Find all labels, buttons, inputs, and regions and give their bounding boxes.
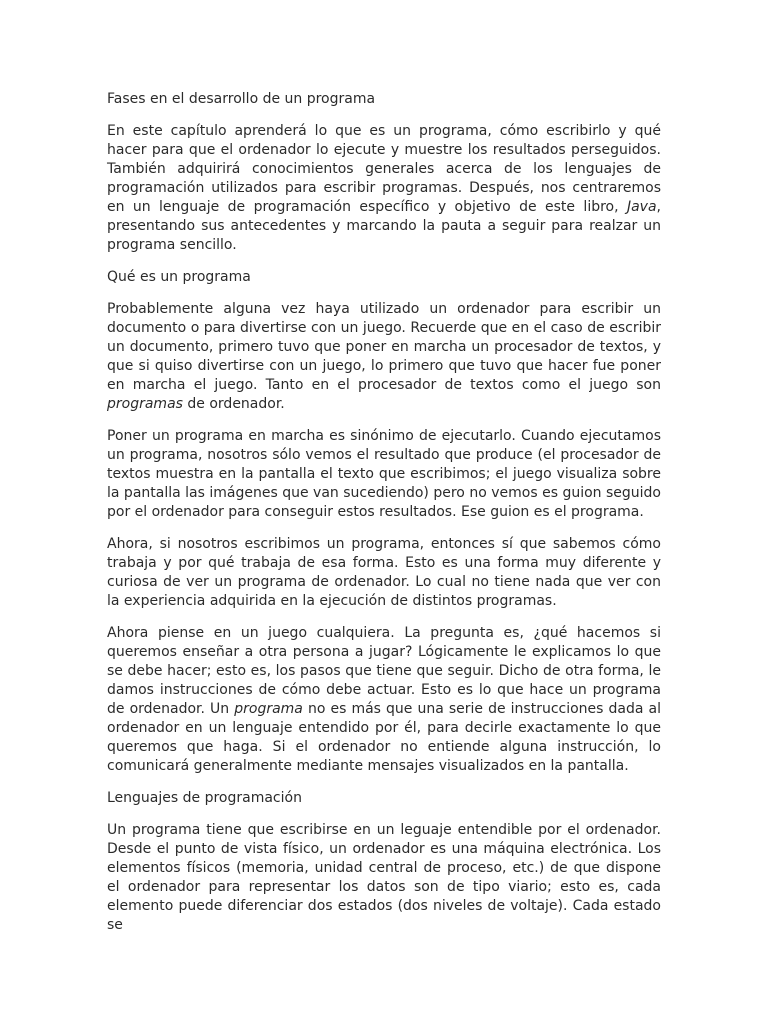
heading-fases: Fases en el desarrollo de un programa bbox=[107, 91, 376, 107]
paragraph-1 bbox=[107, 300, 661, 414]
p1-text-b: de ordenador. bbox=[182, 396, 285, 412]
intro-text-a: En este capítulo aprenderá lo que es un programa, cómo escribirlo y qué hacer para que el ordenador lo ejecute y muestre los resultados perseguidos. También adquirirá conocimientos generales acerca de los lenguajes de programación utilizados para escribir programas. Después, nos centraremos en un lenguaje de programación específico y objetivo de este libro, bbox=[107, 123, 661, 215]
paragraph-3: Ahora, si nosotros escribimos un programa, entonces sí que sabemos cómo trabaja y por qué trabaja de esa forma. Esto es una forma muy diferente y curiosa de ver un programa de ordenador. Lo cual no tiene nada que ver con la experiencia adquirida en la ejecución de distintos programas. bbox=[107, 536, 661, 609]
p4-programa-italic: programa bbox=[234, 701, 303, 717]
p1-programas-italic: programas bbox=[107, 396, 183, 412]
paragraph-2: Poner un programa en marcha es sinónimo de ejecutarlo. Cuando ejecutamos un programa, nosotros sólo vemos el resultado que produce (el procesador de textos muestra en la pantalla el texto que escribimos; el juego visualiza sobre la pantalla las imágenes que van sucediendo) pero no vemos es guion seguido por el ordenador para conseguir estos resultados. Ese guion es el programa. bbox=[107, 428, 661, 520]
heading-lenguajes: Lenguajes de programación bbox=[107, 790, 302, 806]
paragraph-4 bbox=[107, 624, 661, 776]
paragraph-5: Un programa tiene que escribirse en un leguaje entendible por el ordenador. Desde el punto de vista físico, un ordenador es una máquina electrónica. Los elementos físicos (memoria, unidad central de proceso, etc.) de que dispone el ordenador para representar los datos son de tipo viario; esto es, cada elemento puede diferenciar dos estados (dos niveles de voltaje). Cada estado se bbox=[107, 822, 661, 933]
document-page bbox=[107, 90, 661, 948]
intro-java-italic: Java bbox=[626, 199, 657, 215]
heading-que-es-un-programa: Qué es un programa bbox=[107, 269, 251, 285]
p1-text-a: Probablemente alguna vez haya utilizado un ordenador para escribir un documento o para divertirse con un juego. Recuerde que en el caso de escribir un documento, primero tuvo que poner en marcha un procesador de textos, y que si quiso divertirse con un juego, lo primero que tuvo que hacer fue poner en marcha el juego. Tanto en el procesador de textos como el juego son bbox=[107, 301, 661, 393]
p4-text-a: Ahora piense en un juego cualquiera. La pregunta es, ¿qué hacemos si queremos enseñar a otra persona a jugar? Lógicamente le explicamos lo que se debe hacer; esto es, los pasos que tiene que seguir. Dicho de otra forma, le damos instrucciones de cómo debe actuar. Esto es lo que hace un programa de ordenador. Un bbox=[107, 625, 661, 717]
paragraph-intro bbox=[107, 122, 661, 255]
intro-text-b: , presentando sus antecedentes y marcando la pauta a seguir para realzar un programa sencillo. bbox=[107, 199, 661, 253]
p4-text-b: no es más que una serie de instrucciones dada al ordenador en un lenguaje entendido por él, para decirle exactamente lo que queremos que haga. Si el ordenador no entiende alguna instrucción, lo comunicará generalmente mediante mensajes visualizados en la pantalla. bbox=[107, 701, 661, 774]
